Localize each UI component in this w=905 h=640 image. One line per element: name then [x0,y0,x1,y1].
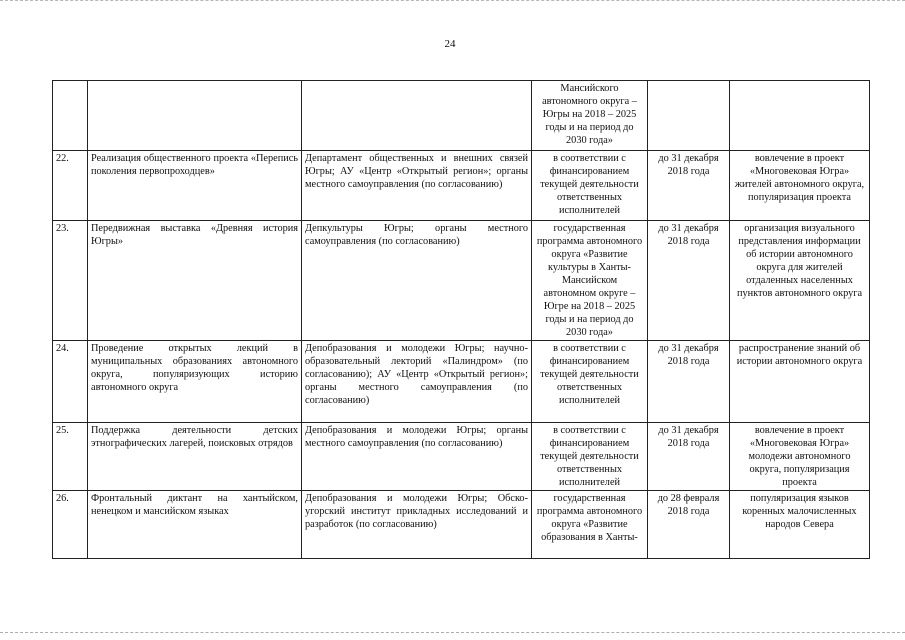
cell-deadline: до 31 декабря 2018 года [648,423,730,491]
cell-result: вовлечение в проект «Многовековая Югра» молодежи автономного округа, популяризация проекта [730,423,870,491]
cell-executors [302,81,532,151]
table-row [53,151,870,221]
table-row-continuation [53,81,870,151]
cell-result: организация визуального представления информации об истории автономного округа для жителей отдаленных населенных пунктов автономного округа [730,221,870,341]
table-row [53,221,870,341]
scan-edge-bottom [0,632,905,636]
cell-event: Проведение открытых лекций в муниципальных образованиях автономного округа, популяризующих историю автономного округа [88,341,302,423]
cell-result: вовлечение в проект «Многовековая Югра» жителей автономного округа, популяризация проекта [730,151,870,221]
cell-executors: Депкультуры Югры; органы местного самоуправления (по согласованию) [302,221,532,341]
cell-deadline [648,81,730,151]
cell-deadline: до 31 декабря 2018 года [648,151,730,221]
cell-event: Поддержка деятельности детских этнографических лагерей, поисковых отрядов [88,423,302,491]
cell-deadline: до 31 декабря 2018 года [648,221,730,341]
cell-event: Реализация общественного проекта «Перепись поколения первопроходцев» [88,151,302,221]
table-row [53,491,870,559]
cell-executors: Депобразования и молодежи Югры; органы местного самоуправления (по согласованию) [302,423,532,491]
cell-executors: Департамент общественных и внешних связей Югры; АУ «Центр «Открытый регион»; органы местного самоуправления (по согласованию) [302,151,532,221]
cell-funding: в соответствии с финансированием текущей деятельности ответственных исполнителей [532,341,648,423]
cell-deadline: до 28 февраля 2018 года [648,491,730,559]
cell-number: 25. [53,423,88,491]
cell-result: распространение знаний об истории автономного округа [730,341,870,423]
cell-funding: в соответствии с финансированием текущей деятельности ответственных исполнителей [532,151,648,221]
cell-number: 24. [53,341,88,423]
cell-event [88,81,302,151]
cell-number [53,81,88,151]
cell-number: 26. [53,491,88,559]
cell-funding: государственная программа автономного округа «Развитие образования в Ханты- [532,491,648,559]
table-row [53,423,870,491]
page-number: 24 [444,38,456,50]
table-row [53,341,870,423]
cell-result: популяризация языков коренных малочисленных народов Севера [730,491,870,559]
cell-executors: Депобразования и молодежи Югры; научно-образовательный лекторий «Палиндром» (по согласованию); АУ «Центр «Открытый регион»; органы местного самоуправления (по согласованию) [302,341,532,423]
cell-executors: Депобразования и молодежи Югры; Обско-угорский институт прикладных исследований и разработок (по согласованию) [302,491,532,559]
cell-funding: в соответствии с финансированием текущей деятельности ответственных исполнителей [532,423,648,491]
cell-deadline: до 31 декабря 2018 года [648,341,730,423]
cell-funding: государственная программа автономного округа «Развитие культуры в Ханты-Мансийском автономном округе – Югре на 2018 – 2025 годы и на период до 2030 года» [532,221,648,341]
plan-table [52,80,870,559]
cell-number: 23. [53,221,88,341]
cell-funding: Мансийского автономного округа – Югры на 2018 – 2025 годы и на период до 2030 года» [532,81,648,151]
cell-result [730,81,870,151]
cell-event: Фронтальный диктант на хантыйском, ненецком и мансийском языках [88,491,302,559]
scan-edge-top [0,0,905,7]
cell-number: 22. [53,151,88,221]
cell-event: Передвижная выставка «Древняя история Югры» [88,221,302,341]
